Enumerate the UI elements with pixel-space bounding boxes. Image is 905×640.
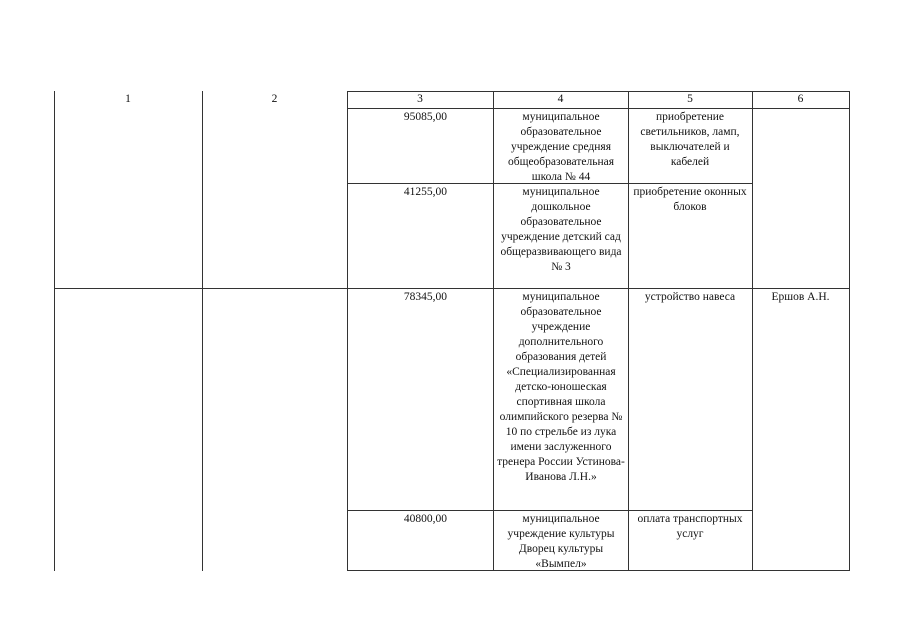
row4-amount: 40800,00 bbox=[403, 513, 447, 525]
row1-purpose: приобретение светильников, ламп, выключателей и кабелей bbox=[640, 111, 740, 168]
row2-purpose: приобретение оконных блоков bbox=[633, 186, 747, 213]
row4-institution: муниципальное учреждение культуры Дворец культуры «Вымпел» bbox=[507, 513, 615, 570]
header-col-2: 2 bbox=[271, 93, 278, 105]
row3-institution: муниципальное образовательное учреждение дополнительного образования детей «Специализированная детско-юношеская спортивная школа олимпийского резерва № 10 по стрельбе из лука имени заслуженного тренера России Устинова-Иванова Л.Н.» bbox=[497, 291, 625, 483]
row2-amount: 41255,00 bbox=[403, 186, 447, 198]
row2-institution: муниципальное дошкольное образовательное учреждение детский сад общеразвивающего вида № 3 bbox=[500, 186, 622, 273]
row3-purpose: устройство навеса bbox=[644, 291, 736, 303]
row1-institution: муниципальное образовательное учреждение средняя общеобразовательная школа № 44 bbox=[508, 111, 614, 183]
header-col-3: 3 bbox=[417, 93, 423, 105]
header-col-6: 6 bbox=[797, 93, 804, 105]
row3-amount: 78345,00 bbox=[403, 291, 447, 303]
header-col-1: 1 bbox=[125, 93, 131, 105]
header-col-4: 4 bbox=[557, 93, 564, 105]
row4-purpose: оплата транспортных услуг bbox=[637, 513, 743, 540]
row1-amount: 95085,00 bbox=[403, 111, 447, 123]
header-col-5: 5 bbox=[687, 93, 693, 105]
row3-responsible: Ершов А.Н. bbox=[771, 291, 830, 303]
